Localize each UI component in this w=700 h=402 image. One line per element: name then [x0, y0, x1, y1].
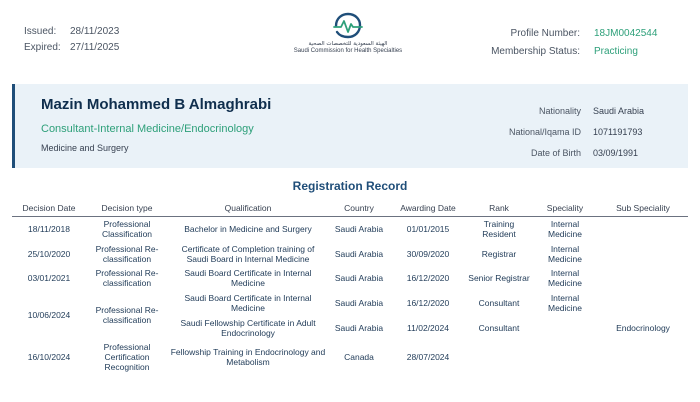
sub-speciality-cell: Endocrinology: [616, 323, 670, 333]
speciality-cell: [532, 340, 598, 374]
nationality-label: Nationality: [538, 106, 581, 116]
rank-cell: Senior Registrar: [468, 273, 530, 283]
registration-header-row: [12, 200, 688, 216]
decision-date-cell: 03/01/2021: [27, 273, 71, 283]
qualification-cell: Saudi Fellowship Certificate in Adult Endocrinology: [180, 318, 316, 338]
speciality-cell: Internal Medicine: [547, 219, 583, 240]
country-cell: Saudi Arabia: [334, 298, 384, 308]
issue-dates: [24, 24, 119, 56]
logo-english-text: Saudi Commission for Health Specialties: [293, 48, 403, 54]
speciality-cell: Internal Medicine: [547, 268, 583, 288]
col-decision-date: Decision Date: [12, 200, 86, 216]
country-cell: Saudi Arabia: [334, 273, 384, 283]
national-id-label: National/Iqama ID: [508, 127, 581, 137]
registration-table: [12, 200, 688, 374]
decision-type-cell: Professional Re-classification: [95, 305, 159, 325]
awarding-date-cell: 30/09/2020: [406, 249, 450, 259]
sub-speciality-cell: [598, 242, 688, 266]
membership-status-label: Membership Status:: [491, 46, 580, 57]
membership-status-value: Practicing: [594, 46, 638, 57]
table-row: [12, 290, 688, 316]
rank-cell: Registrar: [481, 249, 517, 259]
qualification-cell: Bachelor in Medicine and Surgery: [184, 224, 312, 235]
country-cell: Canada: [344, 352, 374, 362]
col-qualification: Qualification: [168, 200, 328, 216]
decision-date-cell: 10/06/2024: [27, 310, 71, 320]
rank-cell: Consultant: [478, 298, 520, 308]
decision-type-cell: Professional Re-classification: [95, 268, 159, 288]
practitioner-name: Mazin Mohammed B Almaghrabi: [41, 96, 272, 113]
decision-type-cell: Professional Re-classification: [95, 244, 159, 264]
rank-cell: Consultant: [478, 323, 520, 333]
col-speciality: Speciality: [532, 200, 598, 216]
col-country: Country: [328, 200, 390, 216]
national-id-value: 1071191793: [593, 127, 643, 137]
qualification-cell: Certificate of Completion training of Saudi Board in Internal Medicine: [181, 244, 315, 264]
country-cell: Saudi Arabia: [334, 249, 384, 259]
issued-value: 28/11/2023: [70, 26, 120, 37]
awarding-date-cell: 28/07/2024: [406, 352, 450, 362]
decision-type-cell: Professional Classification: [101, 219, 153, 240]
awarding-date-cell: 01/01/2015: [406, 224, 450, 235]
decision-date-cell: 25/10/2020: [27, 249, 71, 259]
country-cell: Saudi Arabia: [334, 224, 384, 235]
profile-facts: [475, 101, 644, 164]
practitioner-title: Consultant-Internal Medicine/Endocrinology: [41, 123, 254, 135]
speciality-cell: [532, 316, 598, 340]
col-rank: Rank: [466, 200, 532, 216]
profile-status: [460, 25, 674, 61]
decision-date-cell: 18/11/2018: [28, 224, 70, 235]
profile-number-value: 18JM0042544: [594, 28, 658, 39]
awarding-date-cell: 16/12/2020: [406, 298, 450, 308]
rank-cell: [466, 340, 532, 374]
col-decision-type: Decision type: [86, 200, 168, 216]
col-sub-speciality: Sub Speciality: [598, 200, 688, 216]
date-of-birth-label: Date of Birth: [530, 148, 581, 158]
nationality-value: Saudi Arabia: [593, 106, 645, 116]
table-row: [12, 340, 688, 374]
speciality-cell: Internal Medicine: [547, 244, 583, 264]
table-row: [12, 266, 688, 290]
rank-cell: Training Resident: [482, 219, 516, 240]
awarding-date-cell: 16/12/2020: [406, 273, 450, 283]
qualification-cell: Fellowship Training in Endocrinology and Metabolism: [170, 347, 326, 367]
issued-label: Issued:: [24, 26, 57, 37]
country-cell: Saudi Arabia: [334, 323, 384, 333]
sub-speciality-cell: [598, 340, 688, 374]
table-row: [12, 242, 688, 266]
scfhs-logo: [268, 12, 428, 54]
decision-type-cell: Professional Certification Recognition: [103, 342, 151, 372]
practitioner-department: Medicine and Surgery: [41, 143, 129, 153]
date-of-birth-value: 03/09/1991: [593, 148, 639, 158]
qualification-cell: Saudi Board Certificate in Internal Medicine: [184, 293, 312, 313]
decision-date-cell: 16/10/2024: [27, 352, 71, 362]
profile-card: [12, 84, 688, 168]
profile-number-label: Profile Number:: [510, 28, 580, 39]
speciality-cell: Internal Medicine: [547, 293, 583, 313]
expired-label: Expired:: [24, 42, 61, 53]
sub-speciality-cell: [598, 266, 688, 290]
table-row: [12, 216, 688, 242]
sub-speciality-cell: [598, 290, 688, 316]
scfhs-emblem-icon: [331, 12, 365, 40]
col-awarding-date: Awarding Date: [390, 200, 466, 216]
logo-arabic-text: الهيئة السعودية للتخصصات الصحية: [308, 41, 388, 47]
expired-value: 27/11/2025: [70, 42, 120, 53]
qualification-cell: Saudi Board Certificate in Internal Medicine: [184, 268, 312, 288]
awarding-date-cell: 11/02/2024: [407, 323, 449, 333]
registration-record-title: Registration Record: [292, 179, 408, 193]
sub-speciality-cell: [598, 216, 688, 242]
